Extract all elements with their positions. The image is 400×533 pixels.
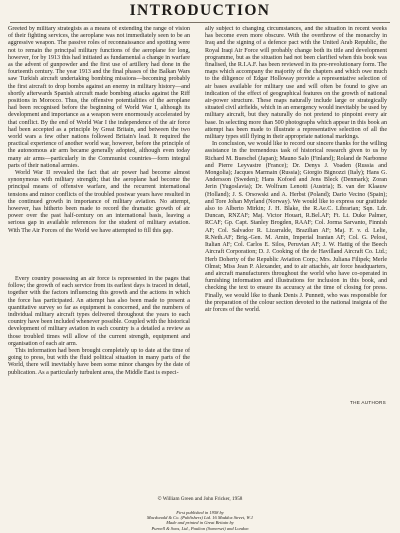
authors-signature: THE AUTHORS (350, 400, 386, 405)
paragraph: Greeted by military strategists as a means of extending the range of vision of their fighting services, the aeroplane was not immediately seen to be an aggressive weapon. The passive roles of reconnaissance and spotting were not to remain the principal military functions of the aeroplane for long, however, for by 1913 this had initiated as fundamental a change in warfare as the advent of gunpowder and the first use of artillery had done in the fourteenth century. The year 1913 and the final phases of the Balkan Wars saw Turkish aircraft undertaking bombing missions—becoming probably the first aircraft to drop bombs against an enemy in military history—and shortly afterwards Spanish aircraft made bombing attacks against the Riff positions in Morocco. Thus, the offensive potentialities of the aeroplane had been recognised before the beginning of World War I, although its development and importance as a weapon were enormously accelerated by that conflict. By the end of World War I the independence of the air force had been accepted as a principle by Great Britain, and between the two world wars a few other nations followed Britain's lead. It required the practical experience of another world war, however, before the principle of the autonomous air arm became generally adopted, although even today many air arms—particularly in the Communist countries—form integral parts of their national armies. (8, 26, 190, 169)
right-column (205, 26, 387, 401)
publisher-line: Purnell & Sons, Ltd., Paulton (Somerset) and London (151, 525, 249, 531)
paragraph: ally subject to changing circumstances, and the situation in recent weeks has become even more obscure. With the overthrow of the monarchy in Iraq and the signing of a defence pact with the United Arab Republic, the Royal Iraqi Air Force will probably change both its title and development programme, but as the situation had not been clarified when this book was finalised, the R.I.A.F. has been reviewed in its pre-revolutionary form. The maps which accompany the majority of the chapters and which owe much to the diligence of Edgar Holloway provide a representative selection of air bases available for military use and will often be found to give an indication of the effect of geographical features on the growth of national air-power structure. These maps naturally include large or strategically situated civil airfields, which in an emergency would inevitably be used by military aircraft, but they naturally do not pretend to pinpoint every air base. In selecting more than 500 photographs which appear in this book an attempt has been made to illustrate a representative selection of all the military types still flying in their appropriate national markings. (205, 26, 387, 141)
publisher-line: Made and printed in Great Britain by (166, 520, 234, 526)
copyright-line: © William Green and John Fricker, 1958 (157, 496, 243, 502)
left-column-top (8, 26, 190, 276)
paragraph: In conclusion, we would like to record our sincere thanks for the willing assistance in the tremendous task of historical research given to us by Richard M. Bueschel (Japan); Mauno Salo (Finland); Roland de Narbonne and Pierre Leyvastre (France); Dr. Denys J. Voaden (Russia and Mongolia); Jacques Marmain (Russia); Giorgio Bignozzi (Italy); Hans G. Andersson (Sweden); Hans Kofoed and Jens Bleck (Denmark); Zoran Jerin (Yugoslavia); Dr. Wolfram Lenotti (Austria); B. van der Klaauw (Holland); J. S. Orsowski and A. Herbst (Poland); Dario Vecino (Spain); and Tore Johan Myrland (Norway). We would like to express our gratitude also to Alberto Mirkin; J. H. Blake, the R.Ae.C. Librarian; Sqn. Ldr. Duncan, RNZAF; Maj. Victor Houart, R.Bel.AF; Ft. Lt. Duke Palmer, RCAF; Gp. Capt. Stanley Brogden, RAAF; Col. Jorma Sarvanto, Finnish AF; Col. Salvador R. Lizarralde, Brazilian AF; Maj. F. v. d. Lelie, R.Neth.AF; Brig.-Gen. M. Amin, Imperial Iranian AF; Col. G. Pelosi, Italian AF; Col. Carlos E. Silos, Peruvian AF; J. W. Hattig of the Beech Aircraft Corporation; D. J. Cooking of the de Havilland Aircraft Co. Ltd.; Herb Doherty of the Republic Aviation Corp.; Mrs. Juliana Filipek; Merle Olmst; Miss Jean P. Alexander, and to air attachés, air force headquarters, and aircraft manufacturers throughout the world who have co-operated in furnishing information and illustrations for inclusion in this book, and checking the text to ensure its accuracy at the time of closing for press. Finally, we would like to thank Denis J. Punnett, who was responsible for the preparation of the colour section devoted to the national insignia of the air forces of the world. (205, 141, 387, 313)
page-title: INTRODUCTION (129, 2, 271, 19)
title-rule (10, 22, 390, 23)
publisher-info (0, 510, 400, 531)
left-column-bottom (8, 276, 190, 491)
paragraph: World War II revealed the fact that air power had become almost synonymous with military strength; that the aeroplane had become the principal means of offensive warfare, and the recurrent international tensions and minor conflicts of the troubled postwar years have resulted in the continued growth in importance of military aviation. No attempt, however, has hitherto been made to record the dramatic growth of air power over the past half-century on an international basis, leaving a serious gap in available references for the student of military aviation. With The Air Forces of the World we have attempted to fill this gap. (8, 170, 190, 234)
publisher-line: First published in 1958 by (176, 510, 224, 515)
paragraph: This information had been brought completely up to date at the time of going to press, but with the fluid political situation in many parts of the World, there will inevitably have been some minor changes by the date of publication. As a particularly turbulent area, the Middle East is especi- (8, 348, 190, 376)
publisher-line: Macdonald & Co. (Publishers) Ltd. 16 Maddox Street, W.1 (146, 515, 254, 521)
paragraph: Every country possessing an air force is represented in the pages that follow; the growth of each service from its earliest days is traced in detail, together with the factors influencing this growth and the actions in which the force has participated. An attempt has also been made to present a quantitative survey so far as equipment is concerned, and the numbers of individual military aircraft types delivered throughout the years to each country have been included whenever possible. Coupled with the historical development of military aviation in each country is a detailed a review as those troubled times will allow of the current strength, equipment and organisation of each air arm. (8, 276, 190, 347)
